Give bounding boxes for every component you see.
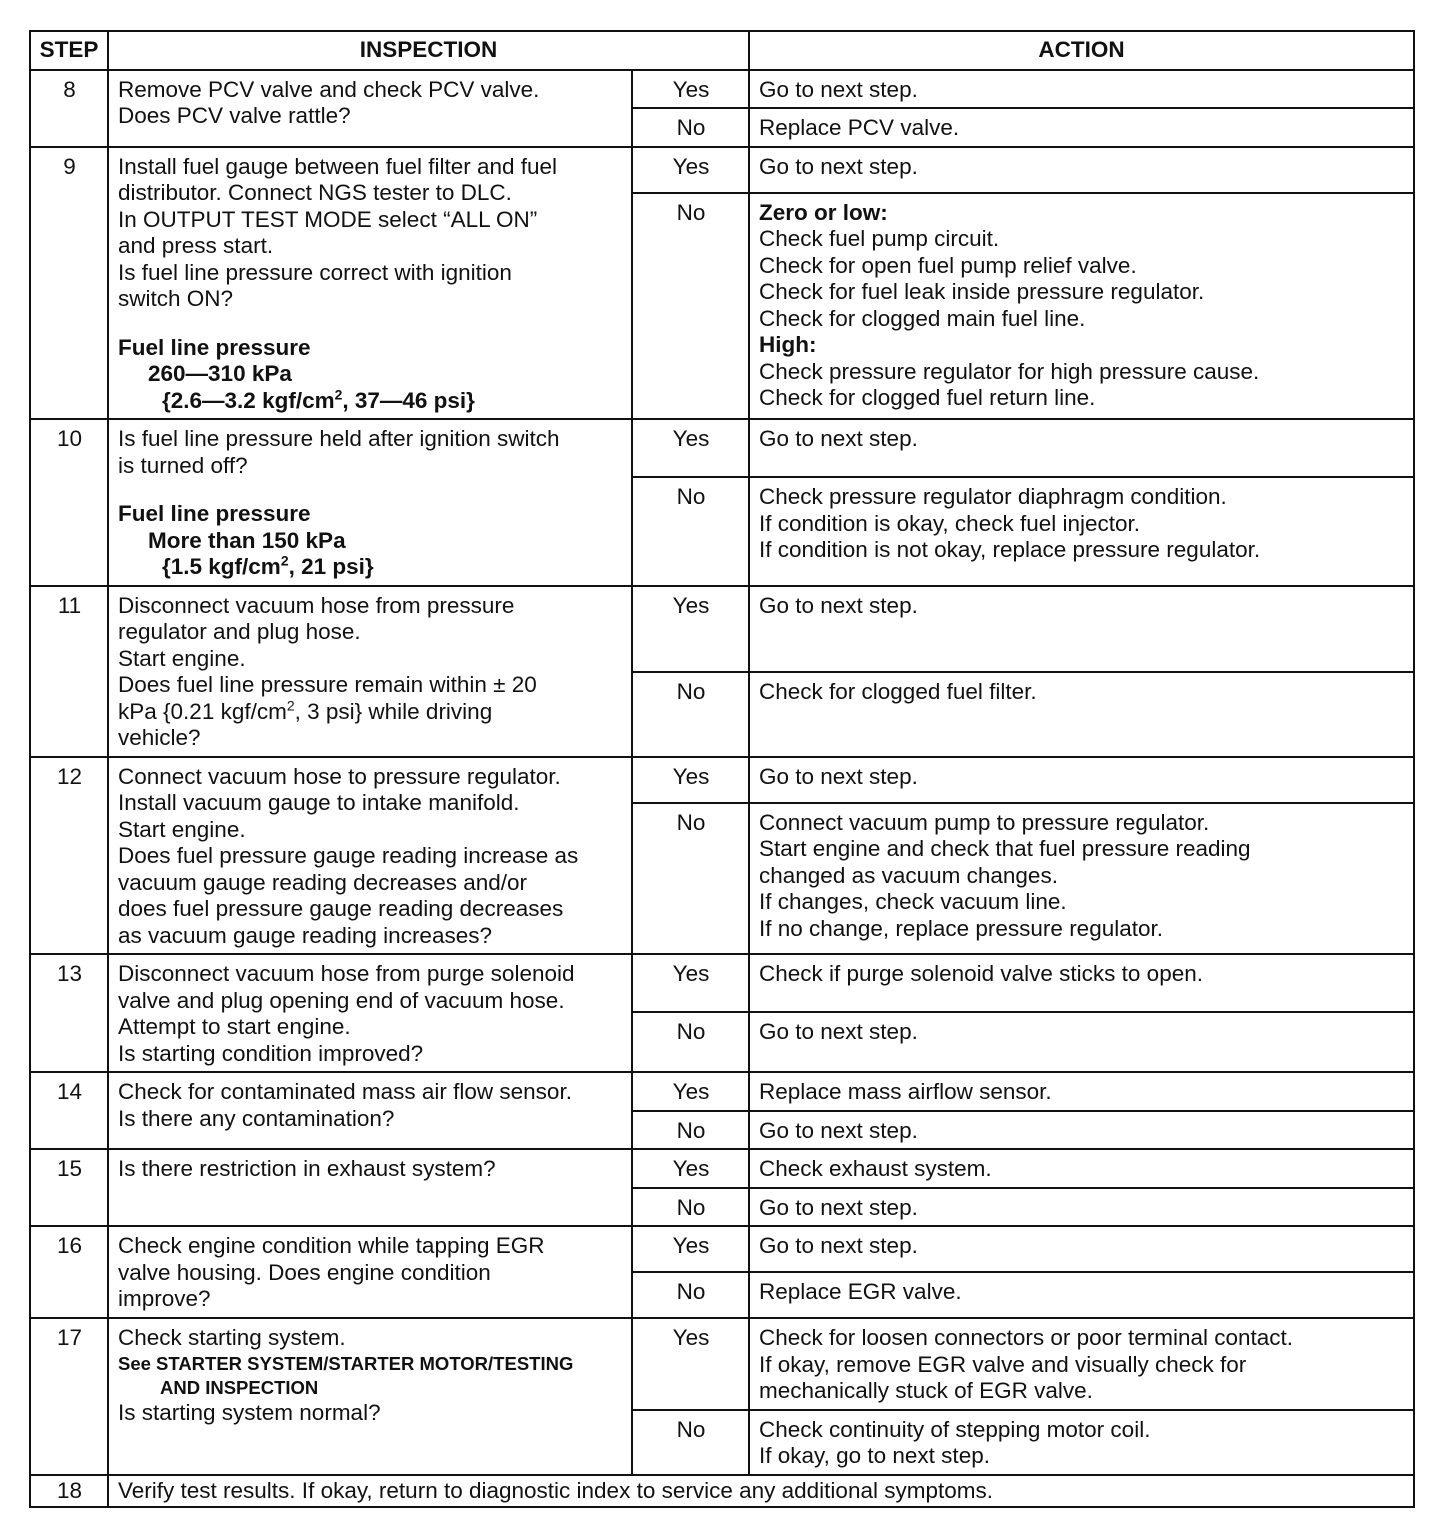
- yes-label: Yes: [632, 1226, 749, 1272]
- action-no: Check for clogged fuel filter.: [749, 672, 1414, 757]
- inspection-text: valve and plug opening end of vacuum hose.: [118, 987, 565, 1013]
- action-yes: Replace mass airflow sensor.: [749, 1072, 1414, 1111]
- table-row: [30, 419, 1414, 477]
- step-number: 12: [30, 757, 108, 955]
- final-step-text: Verify test results. If okay, return to diagnostic index to service any additional symptoms.: [108, 1475, 1414, 1508]
- action-text: Check for fuel leak inside pressure regulator.: [759, 279, 1205, 304]
- table-row: [30, 757, 1414, 803]
- action-text: Check for loosen connectors or poor terminal contact.: [759, 1325, 1294, 1350]
- inspection-text: Disconnect vacuum hose from purge solenoid: [118, 961, 575, 986]
- inspection-text: Start engine.: [118, 816, 246, 842]
- yes-label: Yes: [632, 419, 749, 477]
- step-number: 16: [30, 1226, 108, 1318]
- inspection-text: distributor. Connect NGS tester to DLC.: [118, 180, 512, 205]
- action-text: If changes, check vacuum line.: [759, 889, 1067, 914]
- spec-value: More than 150 kPa: [148, 527, 346, 553]
- action-no: [749, 1410, 1414, 1475]
- inspection-text: Check engine condition while tapping EGR: [118, 1233, 545, 1258]
- inspection-text: does fuel pressure gauge reading decreases: [118, 896, 564, 921]
- inspection-text: is turned off?: [118, 452, 248, 478]
- step-number: 13: [30, 954, 108, 1072]
- inspection-text: as vacuum gauge reading increases?: [118, 922, 492, 948]
- table-row: [30, 954, 1414, 1012]
- header-step: STEP: [30, 31, 108, 70]
- action-text: Check for open fuel pump relief valve.: [759, 252, 1137, 278]
- table-row: [30, 147, 1414, 193]
- inspection-text: Is fuel line pressure correct with ignition: [118, 259, 512, 285]
- no-label: No: [632, 477, 749, 586]
- yes-label: Yes: [632, 1318, 749, 1410]
- step-number: 14: [30, 1072, 108, 1149]
- action-text: Check continuity of stepping motor coil.: [759, 1416, 1151, 1442]
- action-yes: Check if purge solenoid valve sticks to open.: [749, 954, 1414, 1012]
- inspection-cell: [108, 1072, 632, 1149]
- action-yes: Check exhaust system.: [749, 1149, 1414, 1188]
- no-label: No: [632, 672, 749, 757]
- inspection-text: Is there any contamination?: [118, 1105, 395, 1131]
- action-text: Check for clogged fuel return line.: [759, 385, 1096, 410]
- inspection-text: improve?: [118, 1286, 211, 1311]
- inspection-text: Install vacuum gauge to intake manifold.: [118, 790, 520, 815]
- inspection-cell: [108, 419, 632, 586]
- step-number: 11: [30, 586, 108, 757]
- action-text: Check pressure regulator diaphragm condition.: [759, 484, 1227, 509]
- action-text: Connect vacuum pump to pressure regulator.: [759, 809, 1210, 835]
- no-label: No: [632, 803, 749, 955]
- table-row: [30, 70, 1414, 109]
- table-row: [30, 1318, 1414, 1410]
- table-row: [30, 586, 1414, 672]
- spec-value: 260—310 kPa: [148, 361, 292, 386]
- action-no: [749, 193, 1414, 420]
- step-number: 17: [30, 1318, 108, 1475]
- action-no: Go to next step.: [749, 1188, 1414, 1227]
- step-number: 8: [30, 70, 108, 147]
- spec-conversion: {1.5 kgf/$cm^2$, 21 psi}: [162, 552, 374, 579]
- inspection-cell: [108, 1318, 632, 1475]
- inspection-text: switch ON?: [118, 286, 234, 311]
- action-text: Check pressure regulator for high pressure cause.: [759, 358, 1260, 384]
- inspection-text: Start engine.: [118, 645, 246, 671]
- action-text: If condition is okay, check fuel injector.: [759, 510, 1141, 536]
- step-number: 9: [30, 147, 108, 420]
- reference-text: See STARTER SYSTEM/STARTER MOTOR/TESTING: [118, 1352, 574, 1374]
- action-subtitle: Zero or low:: [759, 199, 888, 225]
- action-no: Go to next step.: [749, 1012, 1414, 1072]
- inspection-text: and press start.: [118, 233, 274, 258]
- inspection-text: vehicle?: [118, 725, 201, 750]
- inspection-text: Does fuel pressure gauge reading increase as: [118, 843, 579, 868]
- inspection-text: kPa {0.21 kgf/$cm^2$, 3 psi} while driving: [118, 697, 493, 724]
- inspection-text: In OUTPUT TEST MODE select “ALL ON”: [118, 206, 538, 232]
- inspection-text: Does fuel line pressure remain within ± 20: [118, 672, 537, 697]
- diagnostic-table: [29, 30, 1415, 1508]
- header-inspection: INSPECTION: [108, 31, 749, 70]
- action-yes: Go to next step.: [749, 1226, 1414, 1272]
- action-no: Go to next step.: [749, 1111, 1414, 1150]
- action-yes: Go to next step.: [749, 757, 1414, 803]
- inspection-text: Remove PCV valve and check PCV valve.: [118, 76, 540, 102]
- header-action: ACTION: [749, 31, 1414, 70]
- spec-conversion: {2.6—3.2 kgf/$cm^2$, 37—46 psi}: [162, 386, 475, 413]
- inspection-cell: [108, 757, 632, 955]
- inspection-text: Is starting system normal?: [118, 1399, 381, 1425]
- action-yes: [749, 1318, 1414, 1410]
- action-text: If condition is not okay, replace pressure regulator.: [759, 537, 1261, 562]
- yes-label: Yes: [632, 147, 749, 193]
- action-text: If no change, replace pressure regulator.: [759, 915, 1164, 941]
- action-yes: Go to next step.: [749, 419, 1414, 477]
- inspection-text: Is starting condition improved?: [118, 1040, 424, 1066]
- action-yes: Go to next step.: [749, 586, 1414, 672]
- table-row: [30, 1475, 1414, 1508]
- inspection-text: Connect vacuum hose to pressure regulator.: [118, 763, 561, 789]
- action-subtitle: High:: [759, 332, 817, 357]
- yes-label: Yes: [632, 586, 749, 672]
- yes-label: Yes: [632, 70, 749, 109]
- inspection-text: Attempt to start engine.: [118, 1014, 351, 1039]
- action-text: Check for clogged main fuel line.: [759, 305, 1086, 331]
- yes-label: Yes: [632, 757, 749, 803]
- step-number: 18: [30, 1475, 108, 1508]
- inspection-cell: [108, 586, 632, 757]
- header-row: [30, 31, 1414, 70]
- no-label: No: [632, 1188, 749, 1227]
- action-text: changed as vacuum changes.: [759, 862, 1058, 888]
- yes-label: Yes: [632, 954, 749, 1012]
- action-text: Start engine and check that fuel pressure reading: [759, 836, 1251, 861]
- inspection-cell: [108, 1226, 632, 1318]
- inspection-text: Is there restriction in exhaust system?: [118, 1156, 496, 1181]
- yes-label: Yes: [632, 1072, 749, 1111]
- action-yes: Go to next step.: [749, 70, 1414, 109]
- action-no: Replace PCV valve.: [749, 108, 1414, 147]
- inspection-cell: [108, 954, 632, 1072]
- action-yes: Go to next step.: [749, 147, 1414, 193]
- action-no: [749, 803, 1414, 955]
- inspection-text: Install fuel gauge between fuel filter and fuel: [118, 153, 558, 179]
- no-label: No: [632, 193, 749, 420]
- inspection-text: Does PCV valve rattle?: [118, 103, 351, 128]
- action-no: [749, 477, 1414, 586]
- no-label: No: [632, 1012, 749, 1072]
- inspection-text: Check for contaminated mass air flow sensor.: [118, 1079, 572, 1104]
- spec-title: Fuel line pressure: [118, 334, 311, 360]
- inspection-text: Disconnect vacuum hose from pressure: [118, 592, 515, 618]
- inspection-cell: [108, 1149, 632, 1226]
- no-label: No: [632, 1410, 749, 1475]
- table-row: [30, 1072, 1414, 1111]
- inspection-text: vacuum gauge reading decreases and/or: [118, 869, 528, 895]
- inspection-cell: [108, 147, 632, 420]
- action-text: mechanically stuck of EGR valve.: [759, 1378, 1093, 1403]
- inspection-text: Is fuel line pressure held after ignition switch: [118, 426, 560, 451]
- step-number: 10: [30, 419, 108, 586]
- action-no: Replace EGR valve.: [749, 1272, 1414, 1318]
- inspection-text: regulator and plug hose.: [118, 619, 361, 644]
- table-row: [30, 1226, 1414, 1272]
- spec-title: Fuel line pressure: [118, 501, 311, 526]
- action-text: Check fuel pump circuit.: [759, 226, 1000, 251]
- step-number: 15: [30, 1149, 108, 1226]
- no-label: No: [632, 108, 749, 147]
- reference-text: AND INSPECTION: [160, 1376, 319, 1398]
- no-label: No: [632, 1111, 749, 1150]
- action-text: If okay, remove EGR valve and visually check for: [759, 1351, 1247, 1377]
- inspection-cell: [108, 70, 632, 147]
- no-label: No: [632, 1272, 749, 1318]
- inspection-text: Check starting system.: [118, 1325, 346, 1350]
- table-row: [30, 1149, 1414, 1188]
- inspection-text: valve housing. Does engine condition: [118, 1259, 491, 1285]
- action-text: If okay, go to next step.: [759, 1443, 990, 1468]
- yes-label: Yes: [632, 1149, 749, 1188]
